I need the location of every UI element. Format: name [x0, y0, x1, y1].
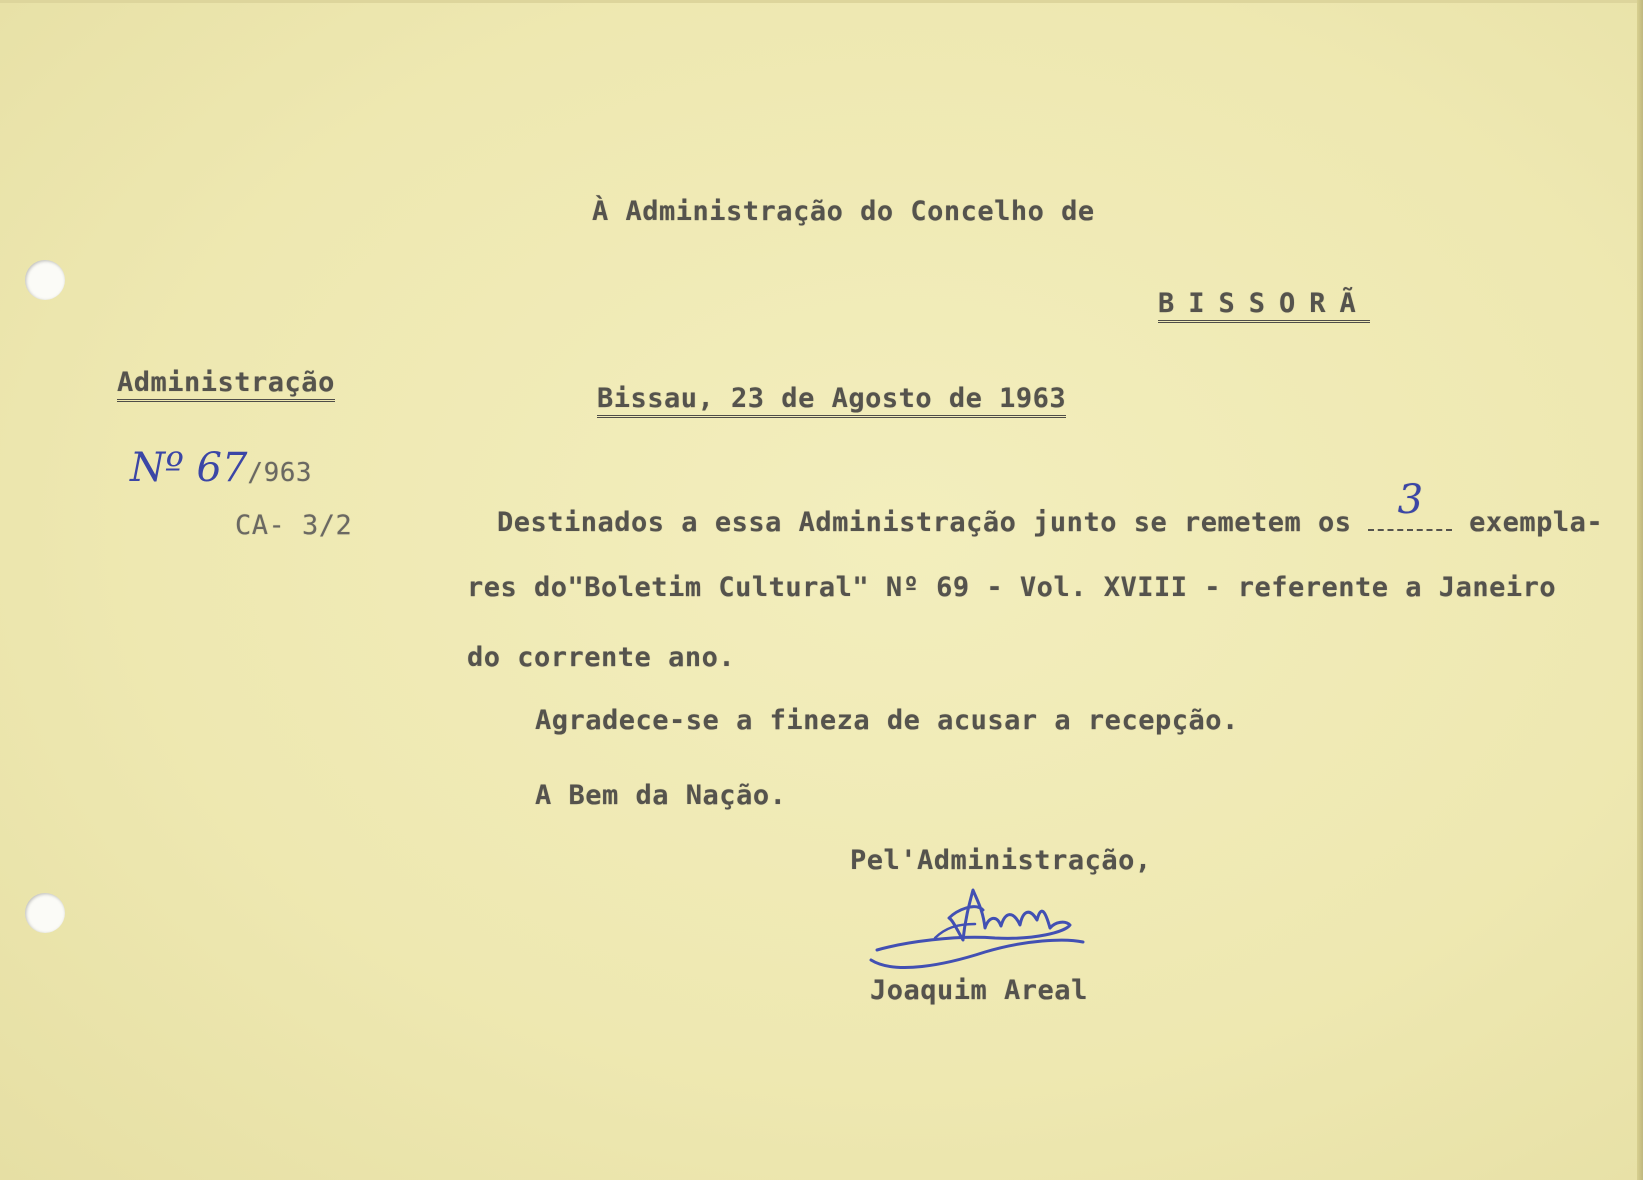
recipient-line: À Administração do Concelho de [592, 196, 1095, 227]
reference-handwritten: Nº 67 [130, 445, 248, 491]
request-line: Agradece-se a fineza de acusar a recepção. [535, 705, 1239, 736]
classification-code: CA- 3/2 [235, 510, 353, 541]
reference-number [130, 445, 312, 491]
punch-hole-bottom [25, 893, 65, 933]
body-line-1 [497, 477, 1604, 538]
copies-count: 3 [1397, 477, 1424, 523]
sender-heading: Administração [117, 367, 335, 402]
paper-right-edge [1637, 0, 1643, 1180]
body-line-2: res do"Boletim Cultural" Nº 69 - Vol. XVIII - referente a Janeiro [467, 572, 1557, 603]
signature-mark [865, 880, 1095, 990]
place-date: Bissau, 23 de Agosto de 1963 [597, 383, 1066, 418]
copies-blank [1368, 477, 1452, 531]
body-line-1-before: Destinados a essa Administração junto se remetem os [497, 507, 1352, 538]
reference-typed: /963 [247, 458, 313, 488]
paper-top-edge [0, 0, 1643, 3]
body-line-3: do corrente ano. [467, 642, 736, 673]
body-line-1-after: exempla- [1469, 507, 1604, 538]
signatory-name: Joaquim Areal [870, 975, 1088, 1006]
punch-hole-top [25, 260, 65, 300]
salutation: A Bem da Nação. [535, 780, 787, 811]
on-behalf-line: Pel'Administração, [850, 845, 1152, 876]
recipient-place: BISSORÃ [1158, 288, 1370, 323]
